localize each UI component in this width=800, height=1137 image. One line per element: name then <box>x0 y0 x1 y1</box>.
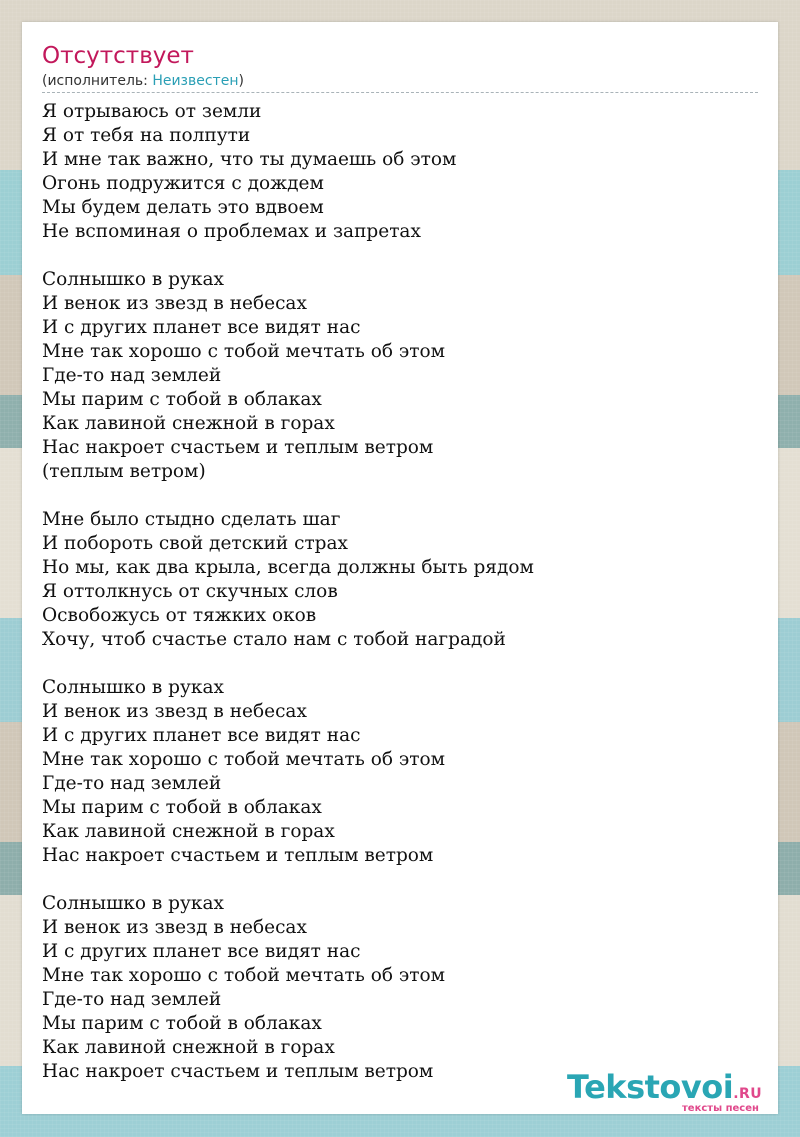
lyric-line: Как лавиной снежной в горах <box>42 821 335 842</box>
lyric-line: И побороть свой детский страх <box>42 533 348 554</box>
lyric-line: Я оттолкнусь от скучных слов <box>42 581 338 602</box>
artist-prefix: (исполнитель: <box>42 73 153 89</box>
song-header <box>42 42 758 93</box>
artist-suffix: ) <box>238 73 244 89</box>
lyrics-stanza <box>42 676 758 868</box>
lyric-line: (теплым ветром) <box>42 461 206 482</box>
site-logo[interactable] <box>567 1070 777 1114</box>
lyric-line: Огонь подружится с дождем <box>42 173 324 194</box>
lyric-line: Освобожусь от тяжких оков <box>42 605 317 626</box>
lyric-line: Нас накроет счастьем и теплым ветром <box>42 845 434 866</box>
lyric-line: Мы парим с тобой в облаках <box>42 797 322 818</box>
lyric-line: Где-то над землей <box>42 365 222 386</box>
lyric-line: И венок из звезд в небесах <box>42 917 307 938</box>
lyric-line: И мне так важно, что ты думаешь об этом <box>42 149 457 170</box>
lyric-line: Солнышко в руках <box>42 677 224 698</box>
lyric-line: И венок из звезд в небесах <box>42 293 307 314</box>
lyric-line: И с других планет все видят нас <box>42 725 361 746</box>
lyric-line: Нас накроет счастьем и теплым ветром <box>42 1061 434 1082</box>
lyric-line: Солнышко в руках <box>42 893 224 914</box>
logo-name: Tekstovoi <box>567 1068 734 1106</box>
lyric-line: Нас накроет счастьем и теплым ветром <box>42 437 434 458</box>
lyric-line: Как лавиной снежной в горах <box>42 413 335 434</box>
artist-link[interactable]: Неизвестен <box>152 73 239 89</box>
lyrics-stanza <box>42 268 758 484</box>
lyric-line: Как лавиной снежной в горах <box>42 1037 335 1058</box>
lyric-line: Не вспоминая о проблемах и запретах <box>42 221 421 242</box>
lyric-line: И с других планет все видят нас <box>42 317 361 338</box>
logo-tld: .RU <box>733 1086 763 1102</box>
logo-tagline: тексты песен <box>682 1103 759 1114</box>
lyric-line: Я отрываюсь от земли <box>42 101 262 122</box>
lyrics-stanza <box>42 892 758 1084</box>
artist-line <box>42 72 758 90</box>
lyric-line: Мы парим с тобой в облаках <box>42 389 322 410</box>
lyrics-body <box>42 100 758 1108</box>
song-title: Отсутствует <box>42 43 194 69</box>
lyrics-sheet <box>22 22 778 1114</box>
lyric-line: Мне так хорошо с тобой мечтать об этом <box>42 749 445 770</box>
lyric-line: Где-то над землей <box>42 773 222 794</box>
lyric-line: Солнышко в руках <box>42 269 224 290</box>
lyrics-stanza <box>42 508 758 652</box>
lyric-line: Я от тебя на полпути <box>42 125 251 146</box>
lyric-line: Мне было стыдно сделать шаг <box>42 509 341 530</box>
lyric-line: Где-то над землей <box>42 989 222 1010</box>
lyric-line: И венок из звезд в небесах <box>42 701 307 722</box>
lyric-line: Мне так хорошо с тобой мечтать об этом <box>42 965 445 986</box>
lyric-line: И с других планет все видят нас <box>42 941 361 962</box>
lyrics-stanza <box>42 100 758 244</box>
lyric-line: Мне так хорошо с тобой мечтать об этом <box>42 341 445 362</box>
lyric-line: Мы парим с тобой в облаках <box>42 1013 322 1034</box>
lyric-line: Мы будем делать это вдвоем <box>42 197 324 218</box>
lyric-line: Но мы, как два крыла, всегда должны быть рядом <box>42 557 534 578</box>
lyric-line: Хочу, чтоб счастье стало нам с тобой наградой <box>42 629 506 650</box>
